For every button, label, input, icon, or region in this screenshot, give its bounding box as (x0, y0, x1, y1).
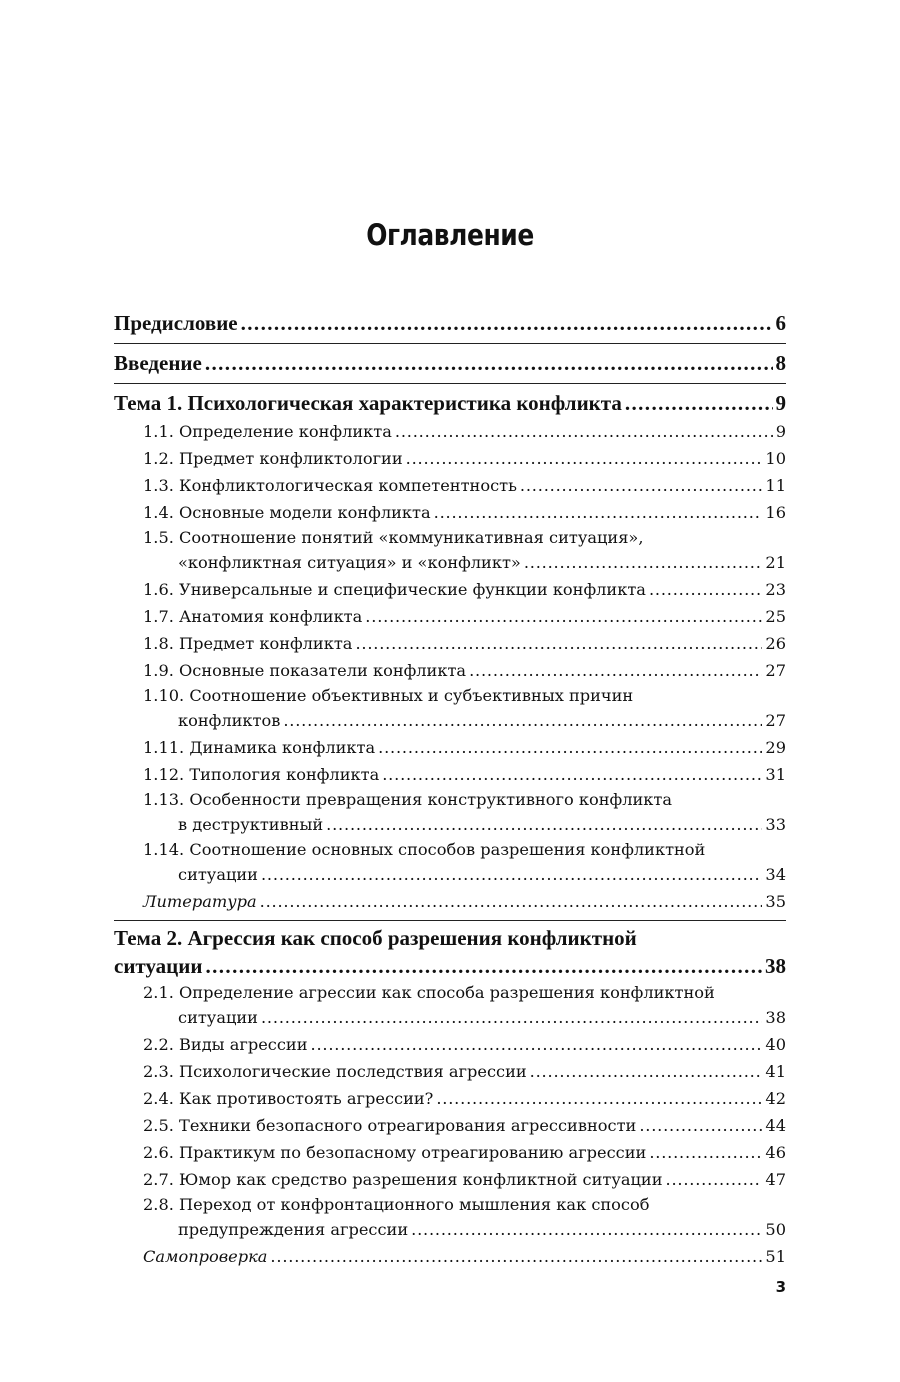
leader-dots (270, 1243, 762, 1270)
toc-entry-label: в деструктивный (178, 815, 324, 834)
toc-entry-intro[interactable] (114, 348, 786, 378)
toc-entry-1-7[interactable] (114, 603, 786, 630)
toc-entry-2-6[interactable] (114, 1139, 786, 1166)
toc-entry-label: ситуации (178, 865, 258, 884)
toc-page-number: 10 (765, 449, 786, 468)
toc-page-number: 46 (765, 1143, 786, 1162)
leader-dots (261, 861, 762, 888)
toc-page-number: 26 (765, 634, 786, 653)
toc-entry-label: 2.2. Виды агрессии (143, 1035, 308, 1054)
toc-entry-label: 1.4. Основные модели конфликта (143, 503, 431, 522)
toc-page-number: 25 (765, 607, 786, 626)
toc-entry-2-7[interactable] (114, 1166, 786, 1193)
toc-entry-label: 1.2. Предмет конфликтологии (143, 449, 403, 468)
toc-page-number: 27 (765, 661, 786, 680)
leader-dots (260, 888, 763, 915)
page-title: Оглавление (366, 218, 534, 252)
toc-page-number: 42 (765, 1089, 786, 1108)
leader-dots (639, 1112, 762, 1139)
toc-entry-self-check[interactable] (114, 1243, 786, 1270)
leader-dots (365, 603, 762, 630)
toc-entry-2-4[interactable] (114, 1085, 786, 1112)
toc-page-number: 27 (765, 711, 786, 730)
divider (114, 383, 786, 384)
leader-dots (649, 576, 762, 603)
leader-dots (520, 472, 762, 499)
leader-dots (261, 1004, 762, 1031)
toc-entry-label: предупреждения агрессии (178, 1220, 409, 1239)
toc-entry-label: 2.5. Техники безопасного отреагирования агрессивности (143, 1116, 637, 1135)
toc-page-number: 40 (765, 1035, 786, 1054)
toc-entry-label: Тема 1. Психологическая характеристика конфликта (114, 391, 622, 415)
toc-entry-label: конфликтов (178, 711, 281, 730)
toc-entry-2-2[interactable] (114, 1031, 786, 1058)
toc-page-number: 38 (765, 954, 786, 978)
toc-entry-chapter-1[interactable] (114, 388, 786, 418)
toc-entry-1-1[interactable] (114, 418, 786, 445)
toc-entry-1-6[interactable] (114, 576, 786, 603)
toc-entry-label: Введение (114, 351, 202, 375)
toc-entry-2-1-line1[interactable]: 2.1. Определение агрессии как способа разрешения конфликтной (143, 983, 715, 1002)
toc-entry-label: 1.8. Предмет конфликта (143, 634, 353, 653)
toc-entry-label: Литература (143, 892, 257, 911)
toc-entry-label: 2.3. Психологические последствия агрессии (143, 1062, 527, 1081)
toc-entry-2-8-line1[interactable]: 2.8. Переход от конфронтационного мышления как способ (143, 1195, 650, 1214)
toc-page-number: 51 (765, 1247, 786, 1266)
toc-entry-label: «конфликтная ситуация» и «конфликт» (178, 553, 521, 572)
toc-page-number: 34 (765, 865, 786, 884)
toc-entry-1-10[interactable] (114, 707, 786, 734)
divider (114, 343, 786, 344)
toc-entry-1-14[interactable] (114, 861, 786, 888)
toc-page-number: 9 (775, 422, 786, 441)
toc-page-number: 11 (765, 476, 786, 495)
toc-entry-1-13[interactable] (114, 811, 786, 838)
leader-dots (205, 348, 773, 378)
toc-page-number: 6 (775, 311, 786, 335)
toc-entry-label: 1.6. Универсальные и специфические функции конфликта (143, 580, 646, 599)
toc-page-number: 41 (765, 1062, 786, 1081)
toc-entry-label: 1.12. Типология конфликта (143, 765, 380, 784)
table-of-contents (114, 306, 786, 1270)
toc-page-number: 8 (775, 351, 786, 375)
toc-entry-1-14-line1[interactable]: 1.14. Соотношение основных способов разрешения конфликтной (143, 840, 706, 859)
toc-page-number: 33 (765, 815, 786, 834)
toc-entry-1-2[interactable] (114, 445, 786, 472)
toc-entry-1-4[interactable] (114, 499, 786, 526)
toc-page-number: 21 (765, 553, 786, 572)
leader-dots (326, 811, 762, 838)
toc-entry-label: Предисловие (114, 311, 238, 335)
toc-entry-1-10-line1[interactable]: 1.10. Соотношение объективных и субъективных причин (143, 686, 634, 705)
leader-dots (649, 1139, 762, 1166)
leader-dots (666, 1166, 763, 1193)
leader-dots (355, 630, 762, 657)
toc-page-number: 44 (765, 1116, 786, 1135)
toc-entry-1-12[interactable] (114, 761, 786, 788)
leader-dots (241, 308, 773, 338)
toc-entry-1-13-line1[interactable]: 1.13. Особенности превращения конструктивного конфликта (143, 790, 673, 809)
toc-page-number: 35 (765, 892, 786, 911)
toc-entry-1-8[interactable] (114, 630, 786, 657)
leader-dots (395, 418, 773, 445)
toc-entry-label: 2.6. Практикум по безопасному отреагированию агрессии (143, 1143, 647, 1162)
page-number: 3 (775, 1278, 786, 1296)
toc-entry-label: ситуации (114, 954, 203, 978)
divider (114, 920, 786, 921)
toc-page-number: 29 (765, 738, 786, 757)
toc-entry-label: 1.1. Определение конфликта (143, 422, 392, 441)
toc-entry-label: ситуации (178, 1008, 258, 1027)
toc-page-number: 47 (765, 1170, 786, 1189)
toc-entry-label: 1.7. Анатомия конфликта (143, 607, 363, 626)
toc-entry-label: 2.4. Как противостоять агрессии? (143, 1089, 434, 1108)
toc-page-number: 23 (765, 580, 786, 599)
leader-dots (378, 734, 762, 761)
toc-entry-2-5[interactable] (114, 1112, 786, 1139)
toc-entry-chapter-2[interactable] (114, 951, 786, 981)
toc-entry-label: 2.7. Юмор как средство разрешения конфликтной ситуации (143, 1170, 663, 1189)
toc-entry-label: 1.11. Динамика конфликта (143, 738, 376, 757)
toc-page-number: 16 (765, 503, 786, 522)
leader-dots (524, 549, 763, 576)
leader-dots (205, 951, 762, 981)
toc-entry-1-3[interactable] (114, 472, 786, 499)
toc-entry-1-5[interactable] (114, 549, 786, 576)
leader-dots (406, 445, 763, 472)
leader-dots (530, 1058, 763, 1085)
toc-page-number: 50 (765, 1220, 786, 1239)
leader-dots (436, 1085, 762, 1112)
toc-entry-preface[interactable] (114, 308, 786, 338)
toc-entry-2-8[interactable] (114, 1216, 786, 1243)
toc-page-number: 31 (765, 765, 786, 784)
toc-entry-1-9[interactable] (114, 657, 786, 684)
leader-dots (411, 1216, 762, 1243)
toc-page-number: 38 (765, 1008, 786, 1027)
leader-dots (469, 657, 762, 684)
toc-entry-1-5-line1[interactable]: 1.5. Соотношение понятий «коммуникативная ситуация», (143, 528, 644, 547)
toc-entry-2-1[interactable] (114, 1004, 786, 1031)
toc-entry-1-11[interactable] (114, 734, 786, 761)
toc-entry-2-3[interactable] (114, 1058, 786, 1085)
leader-dots (625, 388, 773, 418)
toc-entry-chapter-2-line1[interactable]: Тема 2. Агрессия как способ разрешения конфликтной (114, 926, 637, 950)
leader-dots (283, 707, 762, 734)
leader-dots (311, 1031, 763, 1058)
leader-dots (434, 499, 763, 526)
leader-dots (382, 761, 762, 788)
toc-entry-label: 1.9. Основные показатели конфликта (143, 661, 467, 680)
toc-page-number: 9 (775, 391, 786, 415)
toc-entry-literature[interactable] (114, 888, 786, 915)
toc-entry-label: 1.3. Конфликтологическая компетентность (143, 476, 517, 495)
toc-entry-label: Самопроверка (143, 1247, 268, 1266)
